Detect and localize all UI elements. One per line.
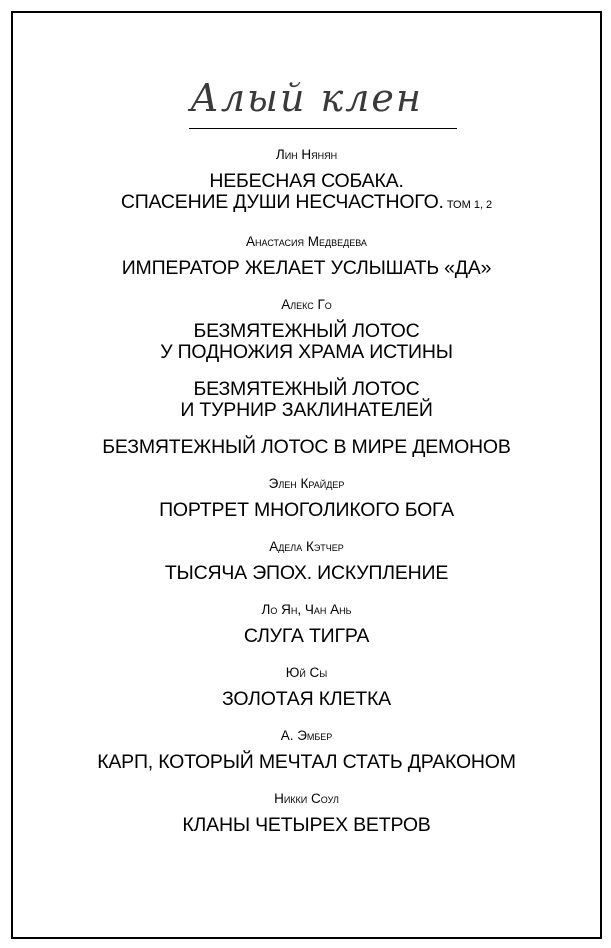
book-title [13,192,600,216]
list-item [13,476,600,521]
author-name: Адела Кэтчер [269,539,344,554]
volume-note: ТОМ 1, 2 [443,199,493,211]
list-item [13,728,600,773]
author-name: А. Эмбер [280,728,333,743]
book-list [13,147,600,836]
book-title: ПОРТРЕТ МНОГОЛИКОГО БОГА [159,499,454,521]
book-title: ТЫСЯЧА ЭПОХ. ИСКУПЛЕНИЕ [164,562,449,584]
book-title: БЕЗМЯТЕЖНЫЙ ЛОТОС [193,378,420,400]
book-title: У ПОДНОЖИЯ ХРАМА ИСТИНЫ [160,341,453,363]
list-item [13,147,600,216]
book-title: ЗОЛОТАЯ КЛЕТКА [222,688,391,710]
list-item [13,665,600,710]
book-title: БЕЗМЯТЕЖНЫЙ ЛОТОС [193,320,420,342]
list-item [13,602,600,647]
author-name: Лин Нянян [275,147,338,162]
author-name: Юй Сы [285,665,328,680]
author-name: Анастасия Медведева [246,234,367,249]
book-title-line: СПАСЕНИЕ ДУШИ НЕСЧАСТНОГО. [120,191,444,213]
author-name: Никки Соул [274,791,339,806]
list-item [13,539,600,584]
book-title: СЛУГА ТИГРА [243,625,370,647]
list-item [13,297,600,458]
author-name: Ло Ян, Чан Ань [261,602,352,617]
author-name: Алекс Го [281,297,332,312]
author-name: Элен Крайдер [268,476,345,491]
book-title: БЕЗМЯТЕЖНЫЙ ЛОТОС В МИРЕ ДЕМОНОВ [102,436,511,458]
book-title: КЛАНЫ ЧЕТЫРЕХ ВЕТРОВ [182,814,431,836]
publisher-logo: Алый клен [190,76,423,120]
book-title: И ТУРНИР ЗАКЛИНАТЕЛЕЙ [180,399,433,421]
book-title: КАРП, КОТОРЫЙ МЕЧТАЛ СТАТЬ ДРАКОНОМ [97,751,516,773]
book-title: НЕБЕСНАЯ СОБАКА. [209,170,404,192]
page [11,11,602,939]
list-item [13,234,600,279]
divider-line [189,128,457,129]
list-item [13,791,600,836]
book-title: ИМПЕРАТОР ЖЕЛАЕТ УСЛЫШАТЬ «ДА» [121,257,492,279]
